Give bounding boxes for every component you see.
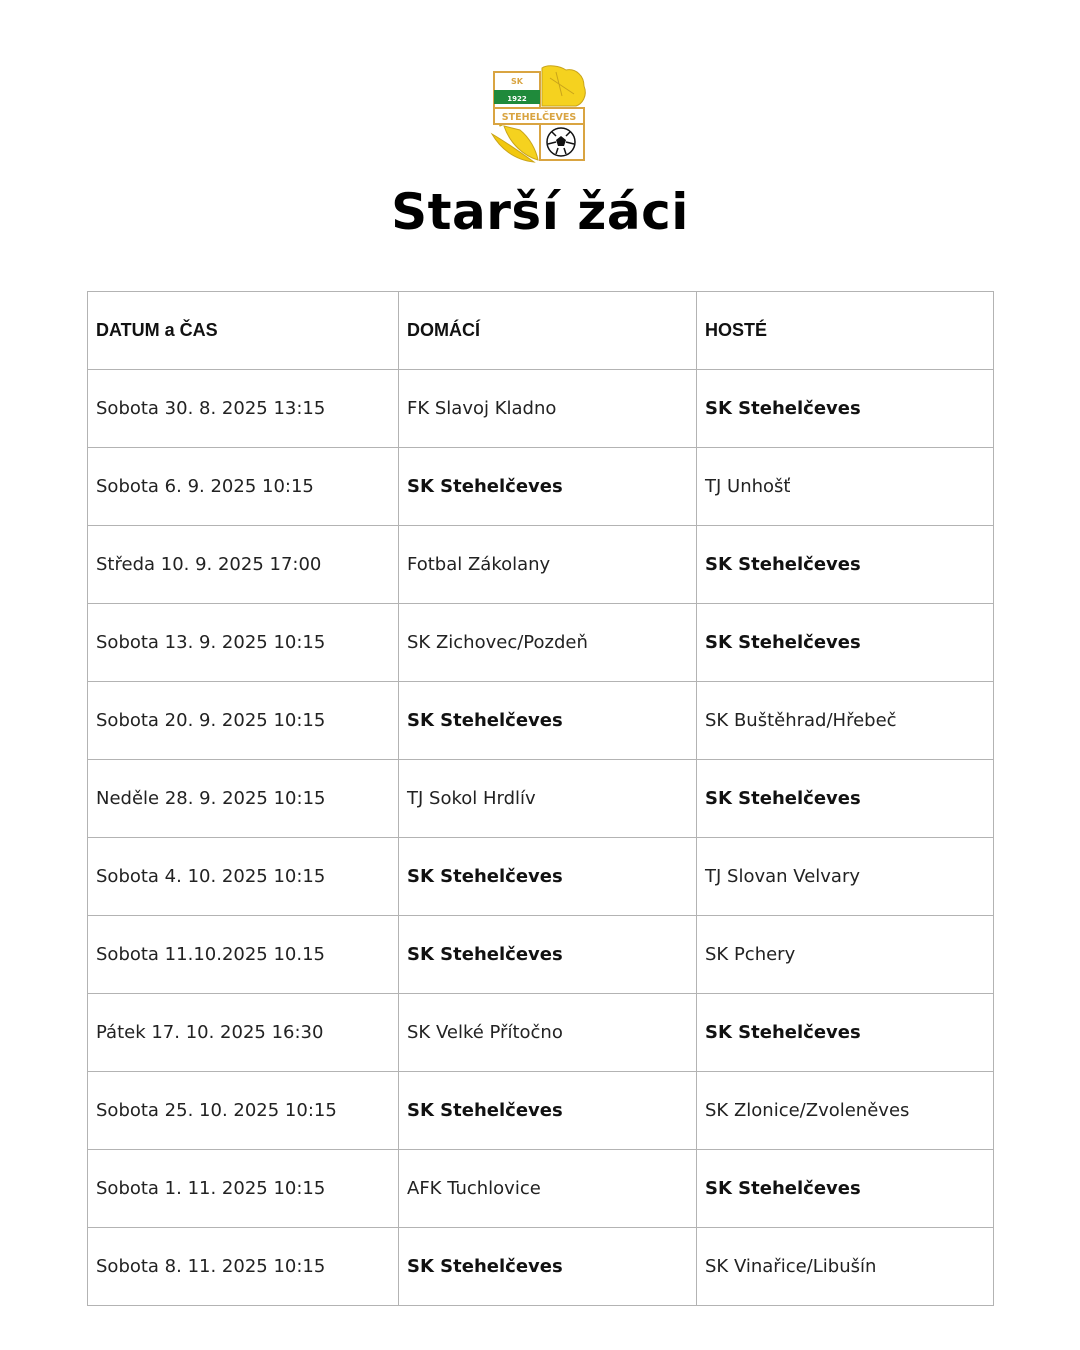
away-team-cell: SK Stehelčeves	[697, 760, 994, 838]
header-date: DATUM a ČAS	[88, 292, 399, 370]
table-row	[88, 1150, 994, 1228]
home-team-cell: Fotbal Zákolany	[399, 526, 697, 604]
home-team-cell: SK Velké Přítočno	[399, 994, 697, 1072]
table-row	[88, 1072, 994, 1150]
table-row	[88, 682, 994, 760]
away-team-cell: TJ Slovan Velvary	[697, 838, 994, 916]
table-row	[88, 526, 994, 604]
table-row	[88, 1228, 994, 1306]
home-team-cell: SK Stehelčeves	[399, 1072, 697, 1150]
header-home: DOMÁCÍ	[399, 292, 697, 370]
table-row	[88, 370, 994, 448]
date-cell: Neděle 28. 9. 2025 10:15	[88, 760, 399, 838]
date-cell: Sobota 6. 9. 2025 10:15	[88, 448, 399, 526]
away-team-cell: SK Stehelčeves	[697, 604, 994, 682]
table-row	[88, 994, 994, 1072]
date-cell: Sobota 13. 9. 2025 10:15	[88, 604, 399, 682]
home-team-cell: AFK Tuchlovice	[399, 1150, 697, 1228]
logo-sk-text: SK	[511, 77, 523, 86]
away-team-cell: SK Stehelčeves	[697, 370, 994, 448]
table-row	[88, 760, 994, 838]
away-team-cell: SK Stehelčeves	[697, 1150, 994, 1228]
table-row	[88, 916, 994, 994]
logo-year-text: 1922	[507, 95, 527, 103]
club-logo	[490, 64, 588, 164]
home-team-cell: SK Stehelčeves	[399, 838, 697, 916]
date-cell: Sobota 11.10.2025 10.15	[88, 916, 399, 994]
home-team-cell: SK Zichovec/Pozdeň	[399, 604, 697, 682]
logo-name-text: STEHELČEVES	[501, 112, 577, 123]
away-team-cell: SK Vinařice/Libušín	[697, 1228, 994, 1306]
away-team-cell: SK Zlonice/Zvoleněves	[697, 1072, 994, 1150]
date-cell: Pátek 17. 10. 2025 16:30	[88, 994, 399, 1072]
home-team-cell: SK Stehelčeves	[399, 448, 697, 526]
home-team-cell: SK Stehelčeves	[399, 682, 697, 760]
date-cell: Sobota 30. 8. 2025 13:15	[88, 370, 399, 448]
away-team-cell: SK Pchery	[697, 916, 994, 994]
header-away: HOSTÉ	[697, 292, 994, 370]
away-team-cell: SK Stehelčeves	[697, 526, 994, 604]
home-team-cell: TJ Sokol Hrdlív	[399, 760, 697, 838]
away-team-cell: SK Stehelčeves	[697, 994, 994, 1072]
schedule-table	[87, 291, 994, 1306]
date-cell: Sobota 4. 10. 2025 10:15	[88, 838, 399, 916]
page-title: Starší žáci	[391, 183, 689, 241]
date-cell: Sobota 20. 9. 2025 10:15	[88, 682, 399, 760]
header-row	[88, 292, 994, 370]
date-cell: Sobota 1. 11. 2025 10:15	[88, 1150, 399, 1228]
date-cell: Sobota 25. 10. 2025 10:15	[88, 1072, 399, 1150]
away-team-cell: SK Buštěhrad/Hřebeč	[697, 682, 994, 760]
home-team-cell: FK Slavoj Kladno	[399, 370, 697, 448]
home-team-cell: SK Stehelčeves	[399, 1228, 697, 1306]
table-row	[88, 838, 994, 916]
away-team-cell: TJ Unhošť	[697, 448, 994, 526]
table-row	[88, 604, 994, 682]
home-team-cell: SK Stehelčeves	[399, 916, 697, 994]
date-cell: Sobota 8. 11. 2025 10:15	[88, 1228, 399, 1306]
date-cell: Středa 10. 9. 2025 17:00	[88, 526, 399, 604]
table-row	[88, 448, 994, 526]
